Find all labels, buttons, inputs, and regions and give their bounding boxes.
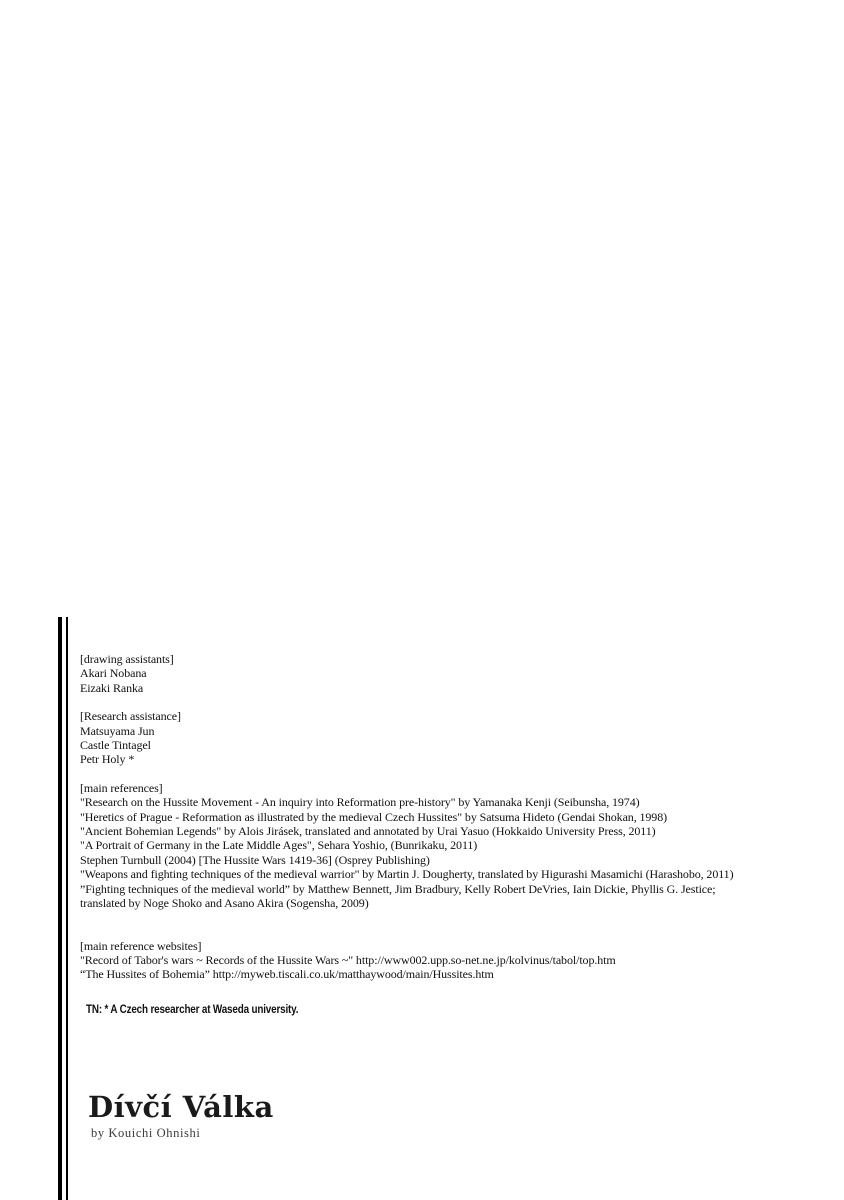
reference-item: ”Fighting techniques of the medieval world” by Matthew Bennett, Jim Bradbury, Kelly Robert DeVries, Iain Dickie, Phyllis G. Jestice; [80, 881, 716, 896]
reference-item: translated by Noge Shoko and Asano Akira (Sogensha, 2009) [80, 896, 369, 911]
left-border-thin [66, 617, 68, 1200]
research-assistant-name: Petr Holy * [80, 752, 135, 767]
main-references-section [80, 781, 840, 911]
left-border-thick [58, 617, 62, 1200]
drawing-assistants-heading: [drawing assistants] [80, 652, 174, 666]
research-assistant-name: Matsuyama Jun [80, 723, 155, 738]
research-assistant-name: Castle Tintagel [80, 738, 151, 753]
translator-note: TN: * A Czech researcher at Waseda university. [86, 1004, 299, 1016]
drawing-assistant-name: Eizaki Ranka [80, 680, 144, 695]
research-assistance-heading: [Research assistance] [80, 709, 181, 724]
series-logo [88, 1090, 274, 1141]
reference-item: "Ancient Bohemian Legends" by Alois Jirásek, translated and annotated by Urai Yasuo (Hokkaido University Press, 2011) [80, 824, 656, 839]
main-references-heading: [main references] [80, 780, 163, 795]
logo-byline: by Kouichi Ohnishi [91, 1126, 201, 1140]
reference-website-item: "Record of Tabor's wars ~ Records of the Hussite Wars ~" http://www002.upp.so-net.ne.jp/kolvinus/tabol/top.htm [80, 952, 616, 967]
drawing-assistants-section [80, 652, 840, 695]
logo-title: Dívčí Válka [88, 1090, 274, 1124]
reference-websites-section [80, 939, 840, 982]
reference-item: "Weapons and fighting techniques of the medieval warrior" by Martin J. Dougherty, translated by Higurashi Masamichi (Harashobo, 2011) [80, 867, 734, 882]
reference-item: "Research on the Hussite Movement - An inquiry into Reformation pre-history" by Yamanaka Kenji (Seibunsha, 1974) [80, 795, 640, 810]
reference-websites-heading: [main reference websites] [80, 938, 202, 953]
reference-item: Stephen Turnbull (2004) [The Hussite Wars 1419-36] (Osprey Publishing) [80, 852, 430, 867]
credits-block [80, 652, 840, 996]
reference-item: "A Portrait of Germany in the Late Middle Ages", Sehara Yoshio, (Bunrikaku, 2011) [80, 838, 478, 853]
reference-website-item: “The Hussites of Bohemia” http://myweb.tiscali.co.uk/matthaywood/main/Hussites.htm [80, 967, 494, 982]
drawing-assistant-name: Akari Nobana [80, 666, 147, 681]
reference-item: "Heretics of Prague - Reformation as illustrated by the medieval Czech Hussites" by Satsuma Hideto (Gendai Shokan, 1998) [80, 809, 667, 824]
research-assistance-section [80, 709, 840, 767]
